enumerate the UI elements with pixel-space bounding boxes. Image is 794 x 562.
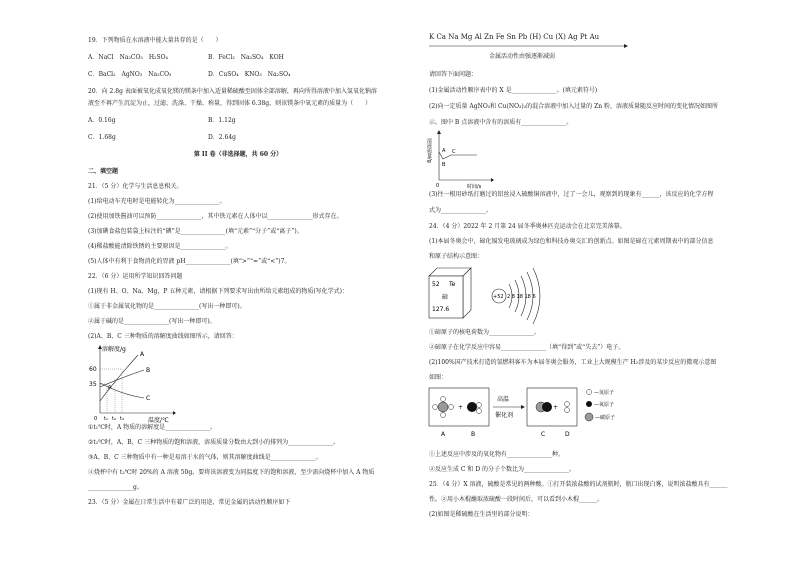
nucleus-charge: +52 [493, 294, 504, 300]
condition-catalyst: 催化剂 [495, 412, 514, 419]
q21-item-3: (3)加碘食盐包装袋上标注的“碘”是_______________(填“元素”“分子”或“离子”)。 [88, 228, 303, 235]
solubility-chart [88, 343, 178, 423]
q19-opt-d: D．CuSO₄ KNO₃ Na₂SO₄ [208, 71, 291, 78]
q23-sub-3a: (3)往一根用砂纸打磨过的铝丝浸入硫酸铜溶液中，过了一会儿，观察到的现象有______，该反应的化学方程 [429, 191, 714, 198]
q22-intro-2: (2)A、B、C 三种物质的溶解度曲线如图所示，请回答： [88, 333, 238, 340]
q23-stem: 23．（5 分）金属在日常生活中有着广泛的用途，常见金属的活动性顺序如下 [88, 499, 291, 506]
q19-opt-c: C．BaCl₂ AgNO₃ Na₂CO₃ [88, 71, 172, 78]
q24-e2: ②反应生成 C 和 D 的分子个数比为_______________。 [429, 466, 576, 473]
legend-carbon: —碳原子 [595, 415, 616, 421]
q24-e1: ①上述反应中涉及的氧化物有_______________种。 [429, 451, 565, 458]
q22-intro: (1)现有 H、O、Na、Mg、P 五种元素，请根据下列要求写出由所给元素组成的物质(写化学式)： [88, 288, 348, 295]
svg-text:+: + [553, 404, 559, 411]
chart2-xlabel: 时间/s [467, 184, 482, 190]
label-d: D [565, 431, 570, 438]
tellurium-diagram [429, 266, 569, 326]
point-b-label: B [442, 162, 446, 168]
legend-oxygen: —氧原子 [594, 402, 615, 408]
reaction-diagram [429, 386, 639, 446]
q24-2b: 如图： [429, 374, 448, 381]
legend-hydrogen: —氢原子 [594, 390, 615, 396]
curve-a [100, 355, 138, 401]
curve-a-label: A [140, 351, 145, 358]
q22-c1: ①t₁℃时，A 物质的溶解度是_______________。 [88, 424, 217, 431]
mass-time-chart [426, 128, 499, 190]
q20-stem-2: 液至不再产生沉淀为止，过滤、洗涤、干燥、称量，得到固体 6.38g，则该镁条中氧元素的质量为（ ） [88, 100, 372, 107]
curve-b [100, 370, 144, 387]
chart1-xlabel: 温度/℃ [148, 417, 169, 424]
section-title: 第 II 卷（非选择题，共 60 分） [193, 151, 283, 158]
chart1-tick-t3: t₃ [120, 416, 124, 422]
q22-sub-2: ②属于碱的是_______________(写出一种即可)。 [88, 318, 216, 325]
point-c-label: C [452, 149, 456, 155]
q25-stem-a: 25．（4 分）X 溶液，硫酸是常见的两种酸。①打开装浓盐酸的试剂瓶时，瓶口出现白雾，说明浓盐酸具有______ [429, 481, 728, 488]
element-symbol: Te [449, 281, 456, 288]
q24-stem: 24．（4 分）2022 年 2 月第 24 届冬季奥林匹克运动会在北京完美落幕。 [429, 223, 626, 230]
activity-series: K Ca Na Mg Al Zn Fe Sn Pb (H) Cu (X) Ag Pt Au [429, 33, 600, 41]
element-number: 52 [432, 281, 440, 288]
part-two-heading: 二、填空题 [88, 168, 119, 175]
q23-sub-2a: (2)向一定质量 AgNO₃和 Cu(NO₃)₂的混合溶液中加入过量的 Zn 粉，溶液质量随反应时间的变化情况如图所 [429, 103, 719, 110]
chart1-tick-35: 35 [89, 381, 97, 388]
q22-c4b: _______________g。 [88, 484, 143, 491]
element-name: 碲 [442, 294, 449, 301]
q22-stem: 22．（6 分）运用所学知识回答问题 [88, 273, 183, 280]
chart1-tick-t1: t₁ [104, 416, 108, 422]
activity-arrow [429, 43, 629, 49]
label-c: C [541, 431, 546, 438]
q21-item-2: (2)使用加铁酱油可以预防_______________，其中铁元素在人体中以_______________形式存在。 [88, 213, 343, 220]
q22-sub-1: ①属于非金属氧化物的是_______________(写出一种即可)。 [88, 303, 246, 310]
q24-1b: 和原子结构示意图： [429, 253, 484, 260]
answer-prompt: 请回答下面问题： [429, 71, 478, 78]
q24-2a: (2)100%国产技术打造的氢燃料客车为本届冬奥会服务，工业上大规模生产 H₂涉及的某步反应的微观示意图 [429, 359, 717, 366]
q20-opt-d: D．2.64g [208, 134, 237, 141]
q21-item-5: (5)人体中有利于食物消化的胃液 pH_______________(填“>”“=”或“<”)7。 [88, 258, 291, 265]
q20-opt-b: B．1.12g [208, 117, 236, 124]
activity-caption: 金属活动性由强逐渐减弱 [489, 53, 556, 60]
element-mass: 127.6 [432, 306, 450, 313]
chart2-ylabel: 溶液质量/g [426, 138, 432, 163]
q24-c2: ②碲原子在化学反应中容易_______________（填“得到”或“失去”）电子。 [429, 344, 625, 351]
q19-opt-a: A．NaCl Na₂CO₃ H₂SO₄ [88, 54, 168, 61]
q23-sub-3b: 式为_______________。 [429, 207, 493, 214]
q19-stem: 19．下列物质在水溶液中能大量共存的是（ ） [88, 37, 222, 44]
condition-temp: 高温 [497, 396, 510, 403]
chart1-ylabel: 溶解度/g [102, 346, 126, 353]
svg-text:+: + [458, 404, 464, 411]
q22-c4: ④烧杯中有 t₂℃时 20%的 A 溶液 50g，要将该溶液变为同温度下的饱和溶液，至少需向烧杯中加入 A 物质 [88, 469, 375, 476]
chart2-origin: 0 [436, 183, 440, 189]
q22-c3: ③A、B、C 三种物质中有一种是易溶于水的气体，则其溶解度曲线是_______________。 [88, 454, 322, 461]
point-p-label: P [108, 385, 112, 392]
chart1-origin: 0 [94, 416, 98, 422]
q24-c1: ①碲原子的核电荷数为_______________。 [429, 329, 541, 336]
q21-item-1: (1)给电动车充电时是电能转化为_______________。 [88, 198, 226, 205]
chart1-tick-t2: t₂ [112, 416, 116, 422]
q19-opt-b: B．FeCl₃ Na₂SO₄ KOH [208, 54, 284, 61]
q25-stem-b: 性。②用小木棍蘸取浓硫酸一段时间后，可以看到小木棍______。 [429, 496, 604, 503]
curve-c-label: C [146, 395, 151, 402]
point-a-label: A [442, 148, 446, 154]
chart1-tick-60: 60 [89, 366, 97, 373]
label-a: A [441, 431, 446, 438]
q25-sub-2: (2)如图是稀硫酸在生活里的部分说明： [429, 511, 534, 518]
q20-opt-a: A．0.16g [88, 117, 116, 124]
curve-b-label: B [146, 367, 151, 374]
q22-c2: ②t₂℃时，A、B、C 三种物质的饱和溶液，溶质质量分数由大到小的排列为_______________。 [88, 439, 340, 446]
q21-item-4: (4)稀盐酸能清除铁锈的主要原因是_______________。 [88, 243, 232, 250]
q20-stem-1: 20．向 2.8g 表面被氧化成氧化镁的镁条中加入适量稀硫酸至固体全部溶解，再向所得溶液中加入氢氧化钠溶 [88, 88, 377, 95]
q23-sub-2b: 示。图中 B 点溶液中含有的溶质有_______________。 [429, 119, 573, 126]
label-b: B [471, 431, 476, 438]
electron-shells: 2 8 18 18 6 [507, 294, 536, 300]
q21-stem: 21．（5 分）化学与生活息息相关。 [88, 183, 183, 190]
q23-sub-1: (1)金属活动性顺序表中的 X 是_______________。(填元素符号) [429, 87, 598, 94]
q24-1a: (1)本届冬奥会中，碲化镉发电玻璃成为绿色和科技办奥交汇的创新点。如图是碲在元素周期表中的部分信息 [429, 238, 714, 245]
q20-opt-c: C．1.68g [88, 134, 116, 141]
